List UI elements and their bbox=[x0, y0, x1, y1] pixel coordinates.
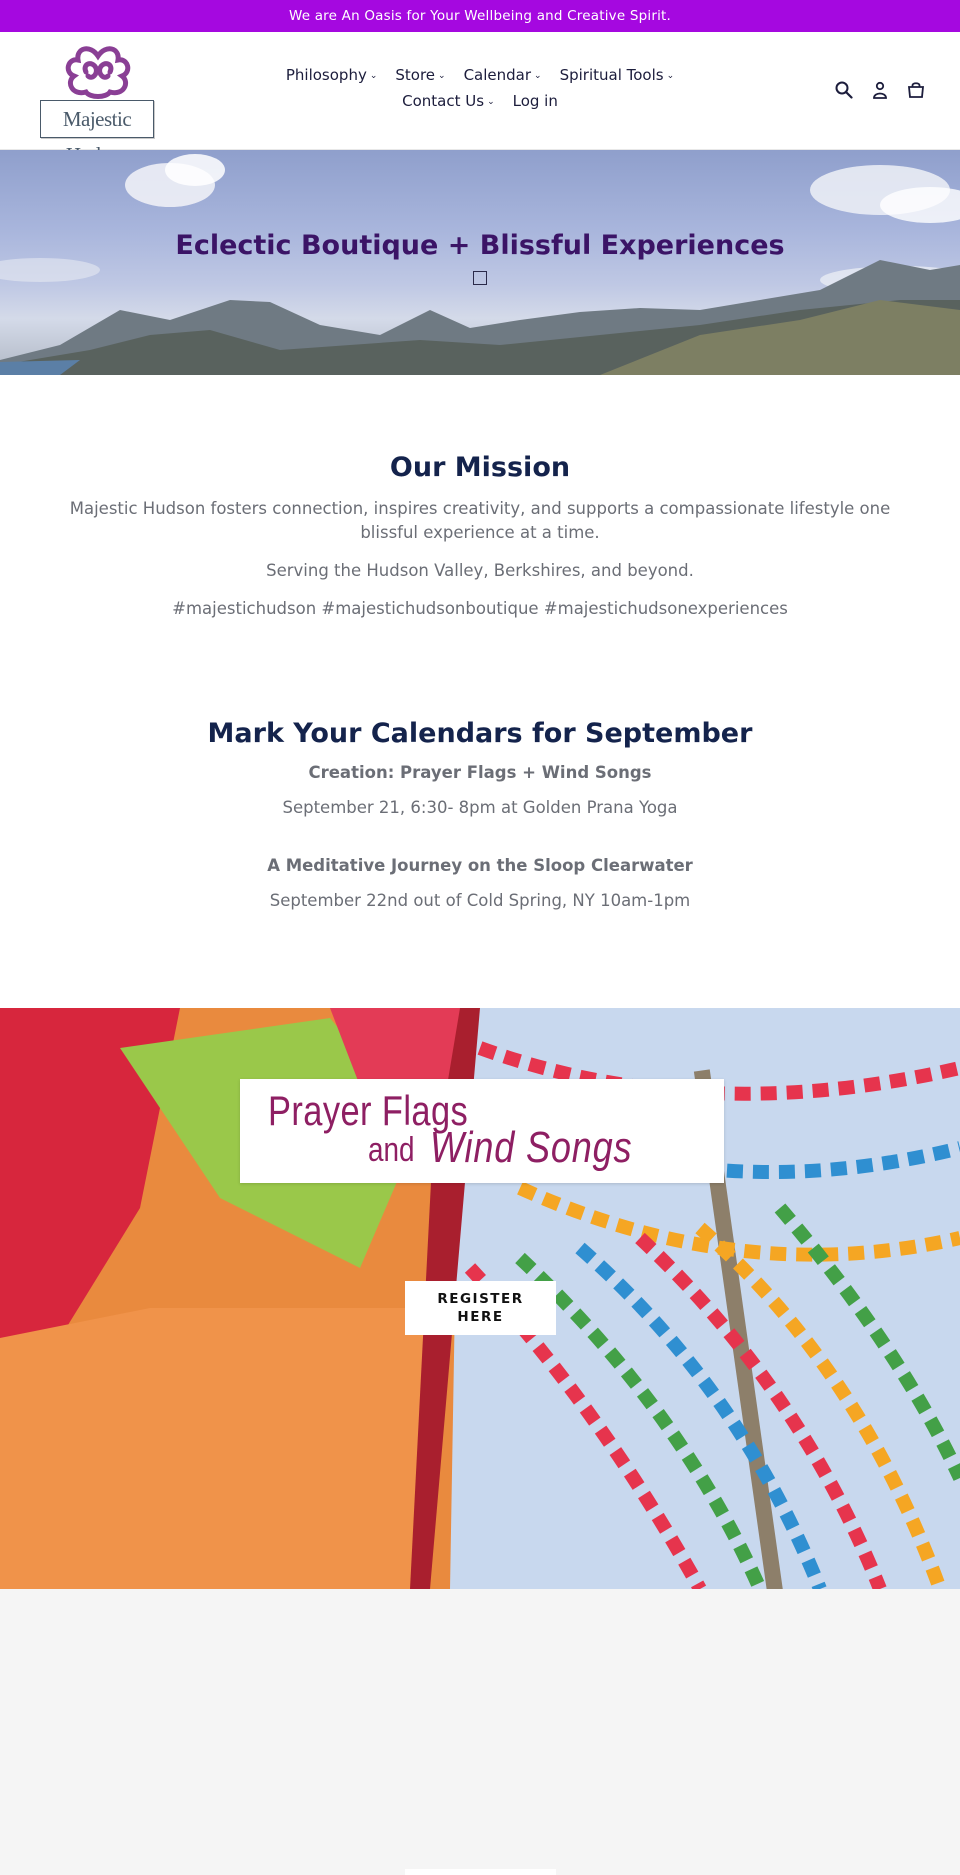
logo[interactable] bbox=[40, 42, 154, 140]
hashtags-text: #majestichudson #majestichudsonboutique #majestichudsonexperiences bbox=[172, 599, 788, 618]
nav-item-philosophy[interactable]: Philosophy ⌄ bbox=[285, 66, 378, 84]
mission-title: Our Mission bbox=[389, 452, 571, 483]
nav-item-log-in[interactable]: Log in bbox=[512, 92, 558, 110]
nav-item-calendar[interactable]: Calendar ⌄ bbox=[463, 66, 542, 84]
chevron-down-icon: ⌄ bbox=[369, 70, 378, 81]
promo-title-line1: Prayer Flags bbox=[268, 1087, 469, 1134]
search-icon[interactable] bbox=[834, 79, 854, 101]
event-2-title: A Meditative Journey on the Sloop Clearwater bbox=[267, 856, 693, 875]
promo-title-and: and bbox=[368, 1131, 415, 1169]
event-1-title: Creation: Prayer Flags + Wind Songs bbox=[308, 763, 652, 782]
header-icons bbox=[834, 79, 926, 101]
missing-glyph-icon bbox=[473, 271, 487, 285]
footer-area bbox=[0, 1589, 960, 1875]
event-title-card bbox=[240, 1079, 724, 1183]
chevron-down-icon: ⌄ bbox=[666, 70, 675, 81]
chevron-down-icon: ⌄ bbox=[438, 70, 446, 81]
mountain-landscape-image bbox=[0, 150, 960, 375]
event-1-detail: September 21, 6:30- 8pm at Golden Prana Yoga bbox=[282, 798, 678, 817]
event-2-detail: September 22nd out of Cold Spring, NY 10am-1pm bbox=[269, 891, 691, 910]
account-icon[interactable] bbox=[870, 79, 890, 101]
site-header bbox=[0, 32, 960, 150]
main-nav bbox=[240, 62, 720, 114]
cart-icon[interactable] bbox=[906, 79, 926, 101]
logo-text: Majestic bbox=[62, 107, 132, 131]
announcement-text: We are An Oasis for Your Wellbeing and Creative Spirit. bbox=[288, 8, 672, 24]
announcement-bar bbox=[0, 0, 960, 32]
promo-title-wind-songs: Wind Songs bbox=[430, 1123, 633, 1172]
hero-banner bbox=[0, 150, 960, 375]
nav-row-2 bbox=[240, 88, 720, 114]
chevron-down-icon: ⌄ bbox=[487, 96, 495, 107]
service-area-text: Serving the Hudson Valley, Berkshires, and beyond. bbox=[266, 561, 694, 580]
nav-row-1 bbox=[240, 62, 720, 88]
hero-title: Eclectic Boutique + Blissful Experiences bbox=[175, 230, 785, 261]
partial-button[interactable] bbox=[405, 1869, 556, 1875]
mission-text: Majestic Hudson fosters connection, inspires creativity, and supports a compassionate lifestyle one blissful experience at a time. bbox=[69, 499, 891, 542]
nav-item-store[interactable]: Store ⌄ bbox=[395, 66, 446, 84]
nav-item-contact-us[interactable]: Contact Us ⌄ bbox=[402, 92, 495, 110]
register-here-button[interactable]: REGISTER HERE bbox=[405, 1281, 556, 1335]
chevron-down-icon: ⌄ bbox=[534, 70, 542, 81]
logo-wordmark-box bbox=[40, 100, 154, 138]
nav-item-spiritual-tools[interactable]: Spiritual Tools ⌄ bbox=[559, 66, 675, 84]
calendar-title: Mark Your Calendars for September bbox=[207, 718, 753, 749]
calendar-section bbox=[60, 718, 900, 913]
mission-section bbox=[60, 452, 900, 621]
promo-banner bbox=[0, 1008, 960, 1589]
lotus-logo-icon bbox=[60, 42, 136, 100]
